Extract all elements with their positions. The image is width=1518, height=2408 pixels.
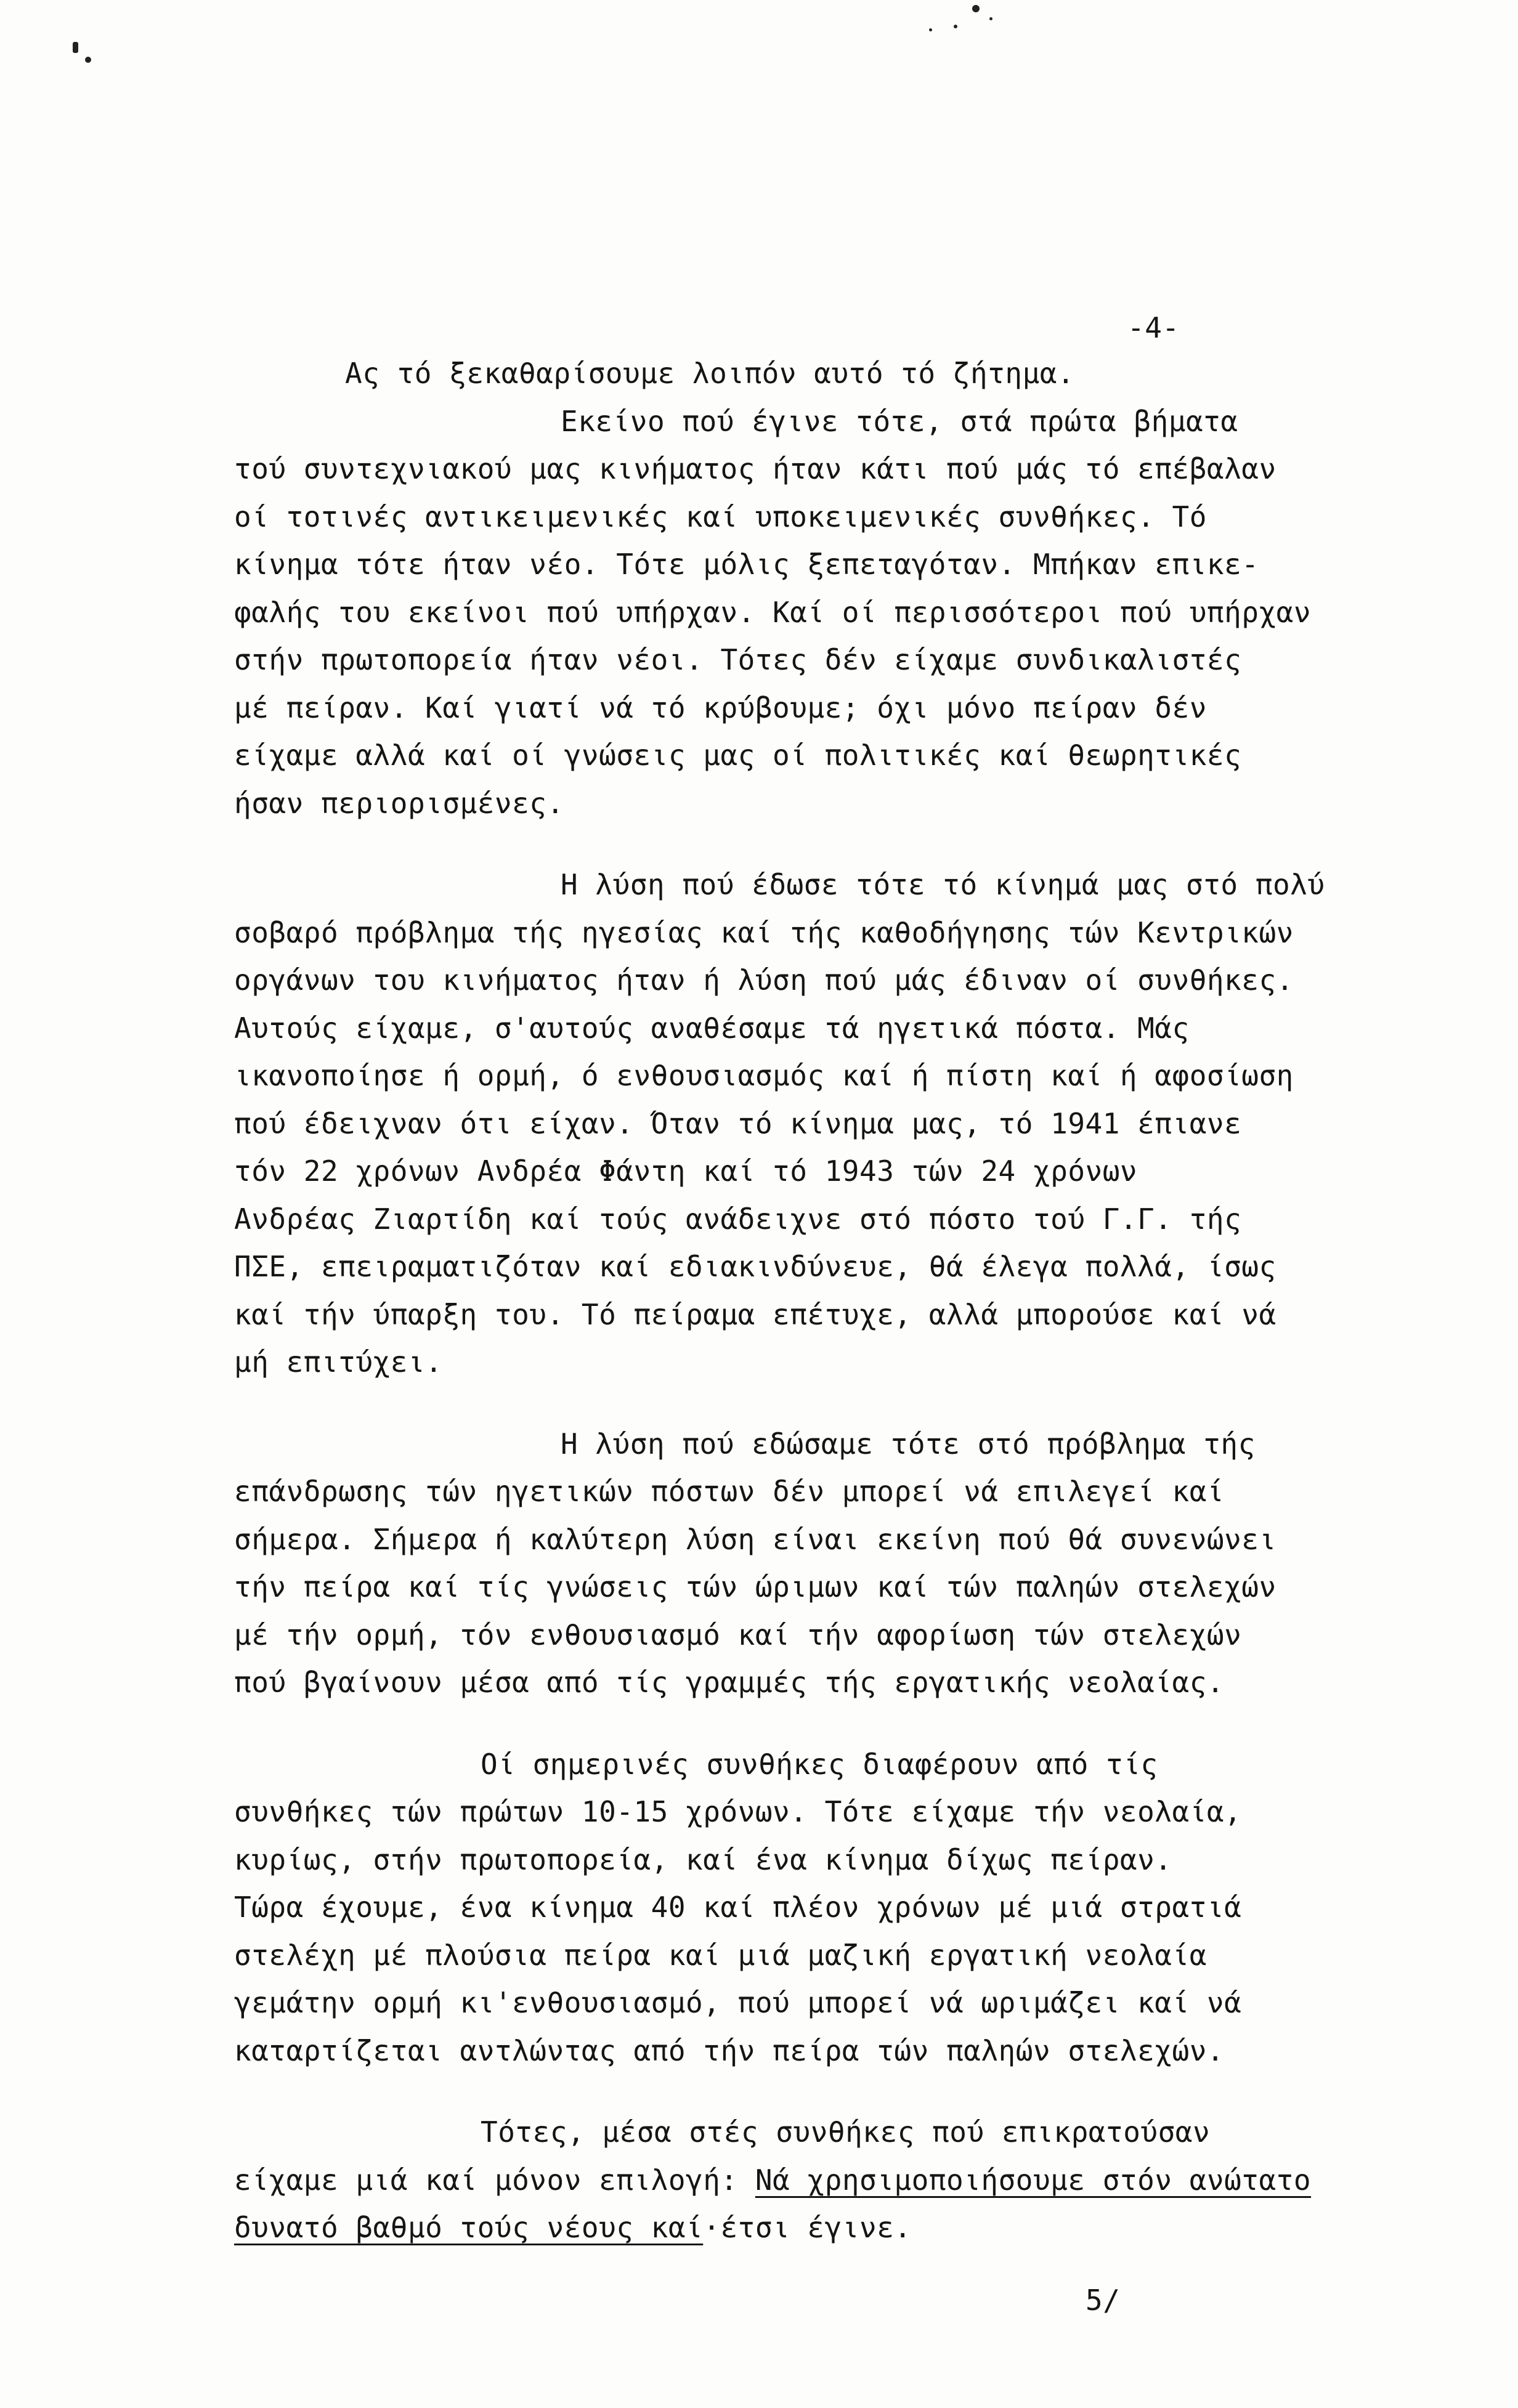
- text-line: Η λύση πού έδωσε τότε τό κίνημά μας στό πολύ: [561, 868, 1325, 901]
- scan-speck: [85, 57, 91, 63]
- text-line: γεμάτην ορμή κι'ενθουσιασμό, πού μπορεί νά ωριμάζει καί νά: [234, 1986, 1242, 2019]
- text-line: καταρτίζεται αντλώντας από τήν πείρα τών παληών στελεχών.: [234, 2033, 1225, 2067]
- text-line: σήμερα. Σήμερα ή καλύτερη λύση είναι εκείνη πού θά συνενώνει: [234, 1522, 1276, 1556]
- paragraph-gap: [234, 2075, 1405, 2109]
- text-line: Τώρα έχουμε, ένα κίνημα 40 καί πλέον χρόνων μέ μιά στρατιά: [234, 1891, 1242, 1924]
- text-line: πού έδειχναν ότι είχαν. Όταν τό κίνημα μας, τό 1941 έπιανε: [234, 1106, 1242, 1140]
- paragraph: [234, 2109, 1405, 2252]
- text-line: Ας τό ξεκαθαρίσουμε λοιπόν αυτό τό ζήτημα.: [345, 357, 1075, 390]
- text-line: οργάνων του κινήματος ήταν ή λύση πού μάς έδιναν οί συνθήκες.: [234, 963, 1294, 997]
- paragraph: [234, 398, 1405, 828]
- text-line: Ανδρέας Ζιαρτίδη καί τούς ανάδειχνε στό πόστο τού Γ.Γ. τής: [234, 1202, 1242, 1236]
- text-line: καί τήν ύπαρξη του. Τό πείραμα επέτυχε, αλλά μπορούσε καί νά: [234, 1297, 1276, 1331]
- paragraph-gap: [234, 1387, 1405, 1421]
- text-line: Εκείνο πού έγινε τότε, στά πρώτα βήματα: [561, 404, 1238, 438]
- text-line: πού βγαίνουν μέσα από τίς γραμμές τής εργατικής νεολαίας.: [234, 1666, 1225, 1699]
- text-line: σοβαρό πρόβλημα τής ηγεσίας καί τής καθοδήγησης τών Κεντρικών: [234, 915, 1294, 949]
- continuation-mark: 5/: [1086, 2283, 1121, 2317]
- text-line: κυρίως, στήν πρωτοπορεία, καί ένα κίνημα δίχως πείραν.: [234, 1842, 1172, 1876]
- text-line: μέ πείραν. Καί γιατί νά τό κρύβουμε; όχι μόνο πείραν δέν: [234, 691, 1207, 724]
- text-line: Η λύση πού εδώσαμε τότε στό πρόβλημα τής: [561, 1427, 1256, 1461]
- text-line: Τότες, μέσα στές συνθήκες πού επικρατούσαν: [481, 2115, 1211, 2149]
- scan-speck: [929, 28, 932, 31]
- paragraph: [234, 350, 1405, 398]
- text-line: είχαμε αλλά καί οί γνώσεις μας οί πολιτικές καί θεωρητικές: [234, 739, 1242, 772]
- text-line: τόν 22 χρόνων Ανδρέα Φάντη καί τό 1943 τών 24 χρόνων: [234, 1154, 1138, 1188]
- text-line: τήν πείρα καί τίς γνώσεις τών ώριμων καί τών παληών στελεχών: [234, 1570, 1276, 1603]
- paragraph: [234, 861, 1405, 1387]
- text-line: κίνημα τότε ήταν νέο. Τότε μόλις ξεπεταγόταν. Μπήκαν επικε-: [234, 548, 1259, 581]
- text-line: φαλής του εκείνοι πού υπήρχαν. Καί οί περισσότεροι πού υπήρχαν: [234, 595, 1312, 629]
- text-line: ήσαν περιορισμένες.: [234, 786, 564, 820]
- text-span: ·έτσι έγινε.: [703, 2211, 912, 2244]
- scan-speck: [954, 25, 957, 28]
- text-line: μή επιτύχει.: [234, 1345, 443, 1379]
- text-line: ικανοποίησε ή ορμή, ό ενθουσιασμός καί ή πίστη καί ή αφοσίωση: [234, 1059, 1294, 1092]
- paragraph: [234, 1741, 1405, 2075]
- body-text: [234, 350, 1405, 2324]
- paragraph: [234, 1421, 1405, 1707]
- scan-speck: [989, 17, 992, 20]
- text-line: [234, 2157, 1405, 2205]
- text-line: στήν πρωτοπορεία ήταν νέοι. Τότες δέν είχαμε συνδικαλιστές: [234, 643, 1242, 676]
- text-line: μέ τήν ορμή, τόν ενθουσιασμό καί τήν αφορίωση τών στελεχών: [234, 1618, 1242, 1652]
- scan-speck: [972, 5, 980, 12]
- paragraph-gap: [234, 827, 1405, 861]
- text-line: τού συντεχνιακού μας κινήματος ήταν κάτι πού μάς τό επέβαλαν: [234, 452, 1276, 485]
- underlined-text: δυνατό βαθμό τούς νέους καί: [234, 2211, 704, 2244]
- underlined-text: Νά χρησιμοποιήσουμε στόν ανώτατο: [755, 2163, 1312, 2197]
- text-line: Οί σημερινές συνθήκες διαφέρουν από τίς: [481, 1747, 1158, 1781]
- text-span: είχαμε μιά καί μόνον επιλογή:: [234, 2163, 755, 2197]
- text-line: συνθήκες τών πρώτων 10-15 χρόνων. Τότε είχαμε τήν νεολαία,: [234, 1795, 1242, 1828]
- text-line: στελέχη μέ πλούσια πείρα καί μιά μαζική εργατική νεολαία: [234, 1938, 1207, 1972]
- text-line: [234, 2204, 1405, 2252]
- text-line: Αυτούς είχαμε, σ'αυτούς αναθέσαμε τά ηγετικά πόστα. Μάς: [234, 1011, 1190, 1045]
- scan-speck: [73, 42, 78, 53]
- text-line: επάνδρωσης τών ηγετικών πόστων δέν μπορεί νά επιλεγεί καί: [234, 1475, 1225, 1508]
- text-line: ΠΣΕ, επειραματιζόταν καί εδιακινδύνευε, θά έλεγα πολλά, ίσως: [234, 1250, 1276, 1283]
- text-line: οί τοτινές αντικειμενικές καί υποκειμενικές συνθήκες. Τό: [234, 500, 1207, 533]
- paragraph-gap: [234, 1707, 1405, 1741]
- page-number: -4-: [1127, 311, 1180, 344]
